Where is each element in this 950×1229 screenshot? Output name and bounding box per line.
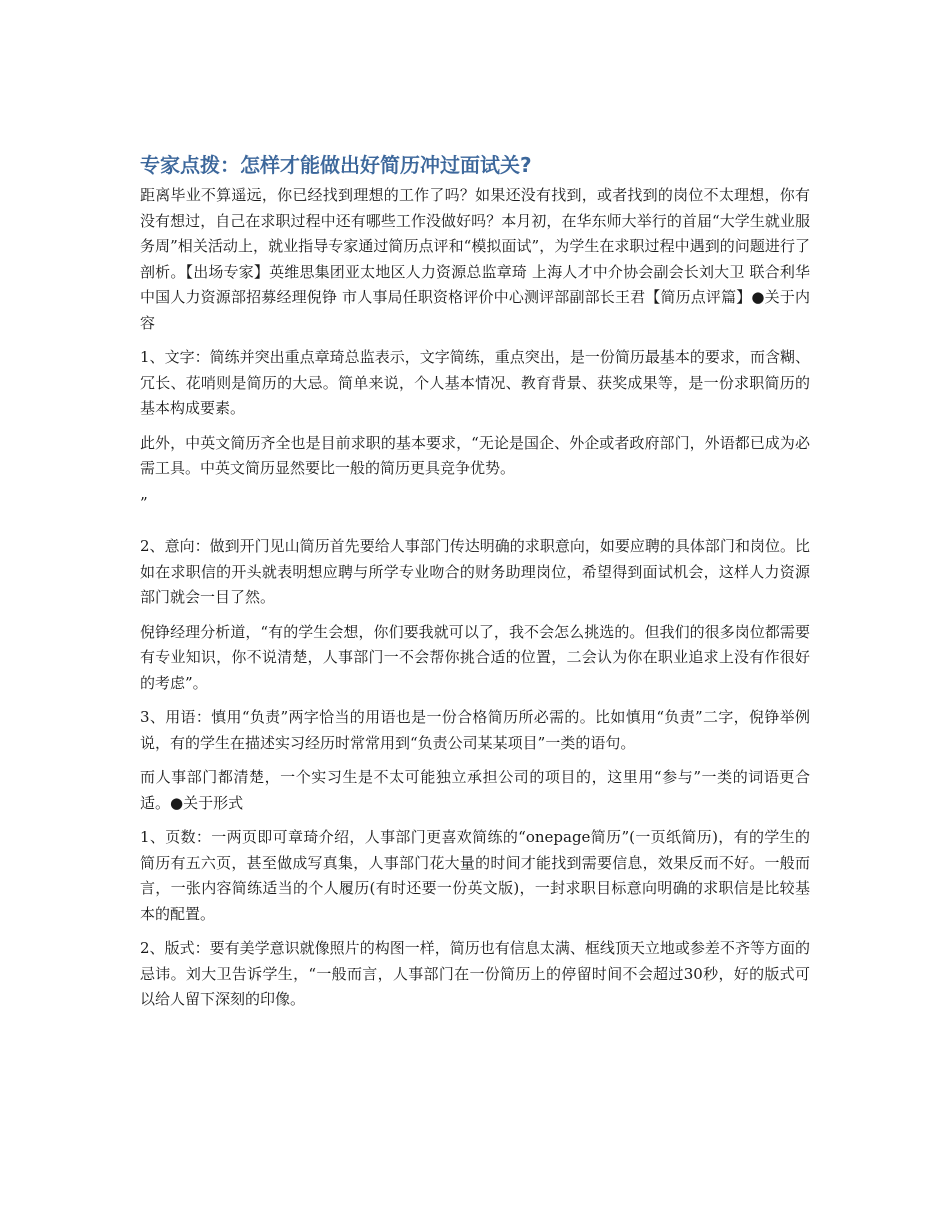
document-title: 专家点拨：怎样才能做出好简历冲过面试关?	[140, 153, 532, 177]
paragraph-content-wording: 1、文字：简练并突出重点章琦总监表示，文字简练，重点突出，是一份简历最基本的要求，而含糊、冗长、花哨则是简历的大忌。简单来说，个人基本情况、教育背景、获奖成果等，是一份求职简历的基本构成要素。	[140, 348, 810, 417]
paragraph-participation: 而人事部门都清楚，一个实习生是不太可能独立承担公司的项目的，这里用“参与”一类的词语更合适。●关于形式	[140, 768, 810, 812]
paragraph-closing-quote: ”	[140, 493, 148, 512]
paragraph-form-layout: 2、版式：要有美学意识就像照片的构图一样，简历也有信息太满、框线顶天立地或参差不齐等方面的忌讳。刘大卫告诉学生，“一般而言，人事部门在一份简历上的停留时间不会超过30秒，好的版式可以给人留下深刻的印像。	[140, 939, 810, 1008]
paragraph-form-pages: 1、页数：一两页即可章琦介绍，人事部门更喜欢简练的“onepage简历”(一页纸简历)，有的学生的简历有五六页，甚至做成写真集，人事部门花大量的时间才能找到需要信息，效果反而不好。一般而言，一张内容简练适当的个人履历(有时还要一份英文版)，一封求职目标意向明确的求职信是比较基本的配置。	[140, 828, 810, 923]
paragraph-bilingual-resume: 此外，中英文简历齐全也是目前求职的基本要求，“无论是国企、外企或者政府部门，外语都已成为必需工具。中英文简历显然要比一般的简历更具竞争优势。	[140, 433, 810, 477]
paragraph-content-terms: 3、用语：慎用“负责”两字恰当的用语也是一份合格简历所必需的。比如慎用“负责”二字，倪铮举例说，有的学生在描述实习经历时常常用到“负责公司某某项目”一类的语句。	[140, 708, 810, 752]
paragraph-content-intention: 2、意向：做到开门见山简历首先要给人事部门传达明确的求职意向，如要应聘的具体部门和岗位。比如在求职信的开头就表明想应聘与所学专业吻合的财务助理岗位，希望得到面试机会，这样人力资源部门就会一目了然。	[140, 537, 810, 606]
paragraph-intro: 距离毕业不算遥远，你已经找到理想的工作了吗？如果还没有找到，或者找到的岗位不太理想，你有没有想过，自己在求职过程中还有哪些工作没做好吗？本月初，在华东师大举行的首届“大学生就业服务周”相关活动上，就业指导专家通过简历点评和“模拟面试”，为学生在求职过程中遇到的问题进行了剖析。【出场专家】英维思集团亚太地区人力资源总监章琦 上海人才中介协会副会长刘大卫 联合利华中国人力资源部招募经理倪铮 市人事局任职资格评价中心测评部副部长王君【简历点评篇】●关于内容	[140, 186, 810, 332]
document-page	[140, 150, 810, 1022]
paragraph-manager-analysis: 倪铮经理分析道，“有的学生会想，你们要我就可以了，我不会怎么挑选的。但我们的很多岗位都需要有专业知识，你不说清楚，人事部门一不会帮你挑合适的位置，二会认为你在职业追求上没有作很好的考虑”。	[140, 622, 810, 692]
